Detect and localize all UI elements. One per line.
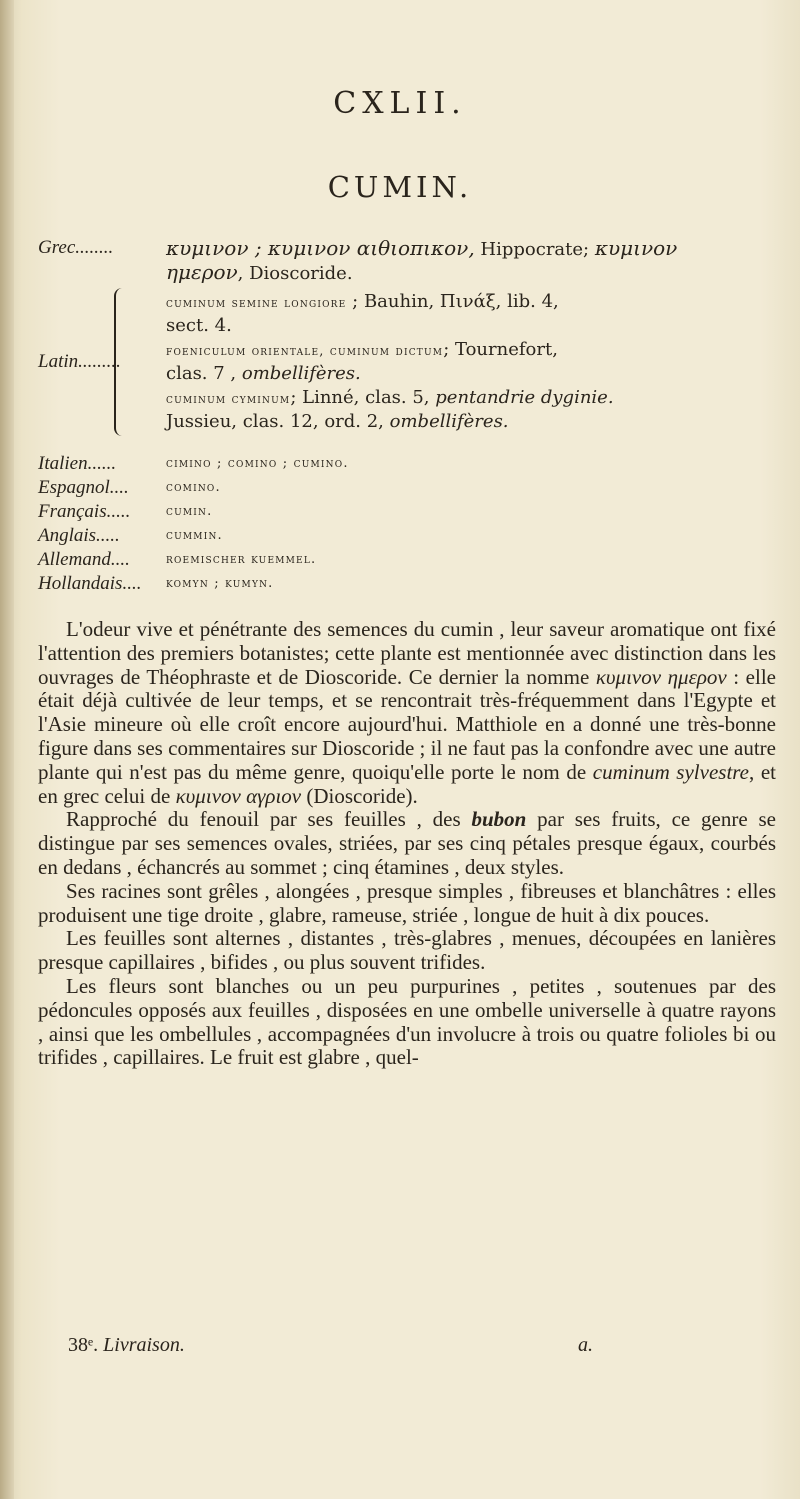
- grec-line-1: [166, 236, 677, 262]
- paragraph-genus: [38, 808, 776, 879]
- livraison-label: Livraison.: [103, 1334, 185, 1356]
- text-run: Rapproché du fenouil par ses feuilles , des: [66, 807, 472, 832]
- plate-number: CXLII.: [333, 86, 467, 121]
- latin-rest-1: ; Bauhin, Πινάξ, lib. 4,: [346, 291, 559, 312]
- latin-line-5: [166, 386, 614, 412]
- latin-rest-3: ; Tournefort,: [443, 339, 558, 360]
- lang-names: comino.: [166, 480, 221, 495]
- latin-line-2: sect. 4.: [166, 315, 232, 336]
- text-run: , et en grec celui de: [38, 759, 776, 808]
- italic-run: bubon: [471, 807, 527, 832]
- paragraph-roots: Ses racines sont grêles , alongées , presque simples , fibreuses et blanchâtres : elles produisent une tige droite , glabre, rameuse, striée , longue de huit à dix pouces.: [38, 878, 776, 927]
- latin-line-3: [166, 338, 558, 364]
- lang-label: Italien......: [38, 453, 117, 474]
- paragraph-leaves: Les feuilles sont alternes , distantes , très-glabres , menues, découpées en lanières presque capillaires , bifides , ou plus souvent trifides.: [38, 926, 776, 975]
- greek-run: κυμινον ημερον: [595, 664, 727, 689]
- lang-label: Français.....: [38, 501, 131, 522]
- latin-6b: ombellifères.: [389, 411, 509, 432]
- lang-label: Espagnol....: [38, 477, 129, 498]
- latin-it-5: pentandrie dyginie.: [435, 387, 614, 408]
- latin-sc-1: cuminum semine longiore: [166, 296, 347, 311]
- lang-label: Anglais.....: [38, 525, 120, 546]
- lang-label: Hollandais....: [38, 573, 142, 594]
- description-text: [38, 618, 776, 1070]
- latin-sc-3: foeniculum orientale, cuminum dictum: [166, 344, 444, 359]
- text-run: L'odeur vive et pénétrante des semences du cumin , leur saveur aromatique ont fixé l'attention des premiers botanistes; cette plante est mentionnée avec distinction dans les ouvrages de Théophraste et de Dioscoride. Ce dernier la nomme: [38, 617, 776, 689]
- text-run: : elle était déjà cultivée de leur temps, et se rencontrait très-fréquemment dans l'Egypte et l'Asie mineure où elle croît encore aujourd'hui. Matthiole en a donné une très-bonne figure dans ses commentaires sur Dioscoride ; il ne faut pas la confondre avec une autre plante qui n'est pas du même genre, quoiqu'elle porte le nom de: [38, 664, 776, 784]
- greek-name: κυμινον ; κυμινον αιθιοπικον,: [166, 236, 475, 260]
- text-run: (Dioscoride).: [301, 783, 418, 808]
- latin-line-4: [166, 362, 361, 386]
- latin-line-1: [166, 290, 559, 316]
- latin-4b: ombellifères.: [241, 363, 361, 384]
- lang-label: Allemand....: [38, 549, 130, 570]
- grec-author-2: , Dioscoride.: [237, 263, 353, 284]
- greek-run: κυμινον αγριον: [175, 783, 302, 808]
- page-edge: [0, 0, 14, 1499]
- plant-title: CUMIN.: [327, 170, 473, 204]
- lang-names: komyn ; kumyn.: [166, 576, 274, 591]
- italic-run: cuminum sylvestre: [592, 759, 750, 784]
- lang-names: cumin.: [166, 504, 213, 519]
- grec-author: Hippocrate;: [474, 239, 595, 260]
- greek-name-2: κυμινον: [594, 236, 678, 260]
- greek-name-3: ημερον: [166, 260, 238, 284]
- lang-label-grec: Grec........: [38, 237, 114, 258]
- text-run: par ses fruits, ce genre se distingue par ses semences ovales, striées, par ses cinq pétales presque égaux, courbés en dedans , échancrés au sommet ; cinq étamines , deux styles.: [38, 807, 776, 879]
- paragraph-flowers: Les fleurs sont blanches ou un peu purpurines , petites , soutenues par des pédoncules opposés aux feuilles , disposées en une ombelle universelle à quatre rayons , ainsi que les ombellules , accompagnées d'un involucre à trois ou quatre folioles bi ou trifides , capillaires. Le fruit est glabre , quel-: [38, 973, 776, 1070]
- page-footer: [68, 1334, 593, 1357]
- lang-names: cummin.: [166, 528, 223, 543]
- latin-4a: clas. 7 ,: [166, 363, 242, 384]
- signature-mark: a.: [578, 1334, 593, 1356]
- lang-names: cimino ; comino ; cumino.: [166, 456, 349, 471]
- lang-label-latin: Latin.........: [38, 351, 121, 372]
- latin-rest-5: ; Linné, clas. 5,: [290, 387, 436, 408]
- grec-line-2: [166, 260, 353, 286]
- latin-6a: Jussieu, clas. 12, ord. 2,: [166, 411, 390, 432]
- latin-sc-5: cuminum cyminum: [166, 392, 291, 407]
- latin-line-6: [166, 410, 509, 434]
- livraison-number: 38ᵉ.: [68, 1334, 99, 1356]
- paragraph-history: [38, 618, 776, 808]
- lang-names: roemischer kuemmel.: [166, 552, 317, 567]
